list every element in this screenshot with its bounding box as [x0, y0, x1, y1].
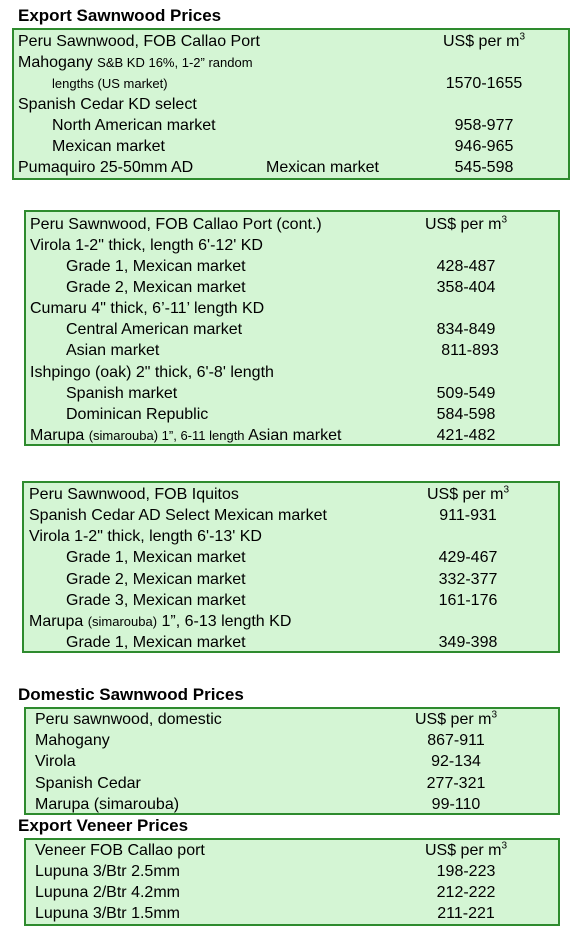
table-row — [26, 319, 558, 340]
iquitos-price-table — [22, 481, 560, 653]
row-value: 277-321 — [426, 775, 486, 792]
row-label: Marupa (simarouba) 1”, 6-13 length KD — [29, 613, 292, 630]
table-row — [26, 404, 558, 425]
row-label: Mahogany — [35, 732, 110, 749]
row-value: 545-598 — [454, 159, 514, 176]
row-value: 834-849 — [436, 321, 496, 338]
row-value: 911-931 — [439, 507, 497, 524]
domestic-sawnwood-heading: Domestic Sawnwood Prices — [18, 685, 244, 704]
row-label: Spanish Cedar AD Select Mexican market — [29, 507, 327, 524]
table-row — [26, 425, 558, 446]
row-value: 811-893 — [441, 342, 499, 359]
row-label: Grade 2, Mexican market — [66, 571, 246, 588]
row-value: 958-977 — [454, 117, 514, 134]
table-row — [26, 903, 558, 924]
row-value: 212-222 — [436, 884, 496, 901]
row-value: 509-549 — [436, 385, 496, 402]
row-label: Lupuna 3/Btr 1.5mm — [35, 905, 180, 922]
row-label: Lupuna 3/Btr 2.5mm — [35, 863, 180, 880]
unit-label: US$ per $m^3$ — [426, 484, 510, 503]
table-row — [26, 362, 558, 383]
table-header-row — [14, 31, 568, 52]
table-header-row — [26, 709, 558, 730]
row-value: 92-134 — [431, 753, 481, 770]
unit-label: US$ per $m^3$ — [424, 840, 508, 859]
row-label: Pumaquiro 25-50mm AD — [18, 159, 194, 176]
table-title: Veneer FOB Callao port — [35, 842, 205, 859]
table-row — [26, 861, 558, 882]
table-title: Peru sawnwood, domestic — [35, 711, 222, 728]
table-title: Peru Sawnwood, FOB Callao Port — [18, 33, 260, 50]
row-value: 429-467 — [438, 549, 498, 566]
row-value: 421-482 — [436, 427, 496, 444]
table-row — [26, 882, 558, 903]
export-sawnwood-heading: Export Sawnwood Prices — [18, 6, 222, 25]
table-header-row — [26, 840, 558, 861]
row-value: 349-398 — [438, 634, 498, 651]
table-row — [14, 73, 568, 94]
row-label: Spanish Cedar — [35, 775, 141, 792]
table-row — [26, 773, 558, 794]
row-value: 332-377 — [438, 571, 498, 588]
row-label: North American market — [52, 117, 216, 134]
row-label: Grade 3, Mexican market — [66, 592, 246, 609]
unit-label: US$ per $m^3$ — [442, 31, 526, 50]
row-label: Spanish market — [66, 385, 178, 402]
table-row — [24, 505, 558, 526]
unit-label: US$ per $m^3$ — [424, 214, 508, 233]
export-veneer-heading: Export Veneer Prices — [18, 816, 189, 835]
row-value: 867-911 — [427, 732, 485, 749]
table-row — [26, 277, 558, 298]
row-label: Mexican market — [52, 138, 165, 155]
row-value: 161-176 — [438, 592, 498, 609]
table-row — [14, 157, 568, 178]
row-label: Lupuna 2/Btr 4.2mm — [35, 884, 180, 901]
row-label: Ishpingo (oak) 2" thick, 6'-8' length — [30, 364, 274, 381]
row-label: Virola 1-2" thick, length 6'-12' KD — [30, 237, 263, 254]
row-label: Mahogany S&B KD 16%, 1-2” random — [18, 54, 253, 71]
table-row — [26, 794, 558, 815]
table-row — [24, 632, 558, 653]
unit-label: US$ per $m^3$ — [414, 709, 498, 728]
row-value: 428-487 — [436, 258, 496, 275]
row-value: 1570-1655 — [445, 75, 523, 92]
table-row — [24, 590, 558, 611]
row-label: Spanish Cedar KD select — [18, 96, 197, 113]
table-row — [24, 547, 558, 568]
table-row — [26, 235, 558, 256]
row-label: Grade 2, Mexican market — [66, 279, 246, 296]
table-row — [26, 298, 558, 319]
table-row — [14, 94, 568, 115]
row-value: 198-223 — [436, 863, 496, 880]
callao-price-table — [12, 28, 570, 180]
table-row — [26, 383, 558, 404]
row-value: 99-110 — [431, 796, 481, 813]
table-header-row — [24, 484, 558, 505]
table-row — [26, 751, 558, 772]
table-row — [24, 611, 558, 632]
veneer-price-table — [24, 838, 560, 926]
row-label: Marupa (simarouba) — [35, 796, 180, 813]
row-label: Asian market — [66, 342, 160, 359]
table-header-row — [26, 214, 558, 235]
row-label: Virola — [35, 753, 76, 770]
domestic-price-table — [24, 707, 560, 815]
table-row — [26, 730, 558, 751]
row-label: Cumaru 4" thick, 6’-11’ length KD — [30, 300, 265, 317]
table-row — [24, 569, 558, 590]
table-title: Peru Sawnwood, FOB Iquitos — [29, 486, 239, 503]
table-row — [26, 256, 558, 277]
row-value: 358-404 — [436, 279, 496, 296]
row-label: Grade 1, Mexican market — [66, 549, 246, 566]
row-value: 211-221 — [437, 905, 495, 922]
table-row — [14, 115, 568, 136]
row-label: Marupa (simarouba) 1”, 6-11 length Asian market — [30, 427, 342, 444]
row-value: 584-598 — [436, 406, 496, 423]
row-label: Grade 1, Mexican market — [66, 634, 246, 651]
table-row — [24, 526, 558, 547]
row-label: lengths (US market) — [52, 76, 168, 91]
row-label: Grade 1, Mexican market — [66, 258, 246, 275]
row-value: 946-965 — [454, 138, 514, 155]
table-row — [14, 136, 568, 157]
row-label: Dominican Republic — [66, 406, 209, 423]
table-row — [26, 340, 558, 361]
table-row — [14, 52, 568, 73]
row-market: Mexican market — [266, 159, 379, 176]
table-title: Peru Sawnwood, FOB Callao Port (cont.) — [30, 216, 322, 233]
callao-cont-price-table — [24, 210, 560, 446]
row-label: Central American market — [66, 321, 243, 338]
row-label: Virola 1-2" thick, length 6'-13' KD — [29, 528, 262, 545]
